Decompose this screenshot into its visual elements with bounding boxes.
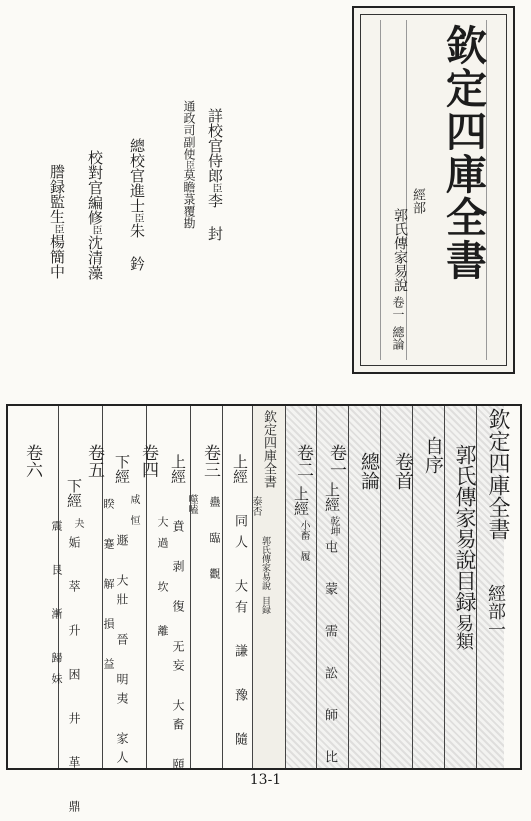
staff-credits bbox=[45, 100, 285, 320]
page-number: 13-1 bbox=[249, 772, 282, 788]
column-rule bbox=[316, 406, 317, 768]
toc-chapter: 卷首 bbox=[392, 452, 414, 490]
toc-hexagrams: 同人 大有 謙 豫 隨 bbox=[232, 514, 247, 753]
toc-chapter: 卷三 bbox=[200, 444, 220, 478]
credit-name: 楊簡中 bbox=[48, 234, 66, 279]
toc-chapter: 自序 bbox=[422, 436, 444, 474]
toc-note: 睽 蹇 解 損 益 bbox=[102, 498, 115, 677]
toc-chapter: 卷一 bbox=[326, 444, 346, 478]
toc-label: 上經 bbox=[292, 486, 310, 516]
gutter-caption: 郭氏傳家易說 bbox=[260, 536, 270, 590]
credit-name: 李 封 bbox=[206, 193, 224, 241]
credit-line bbox=[181, 100, 198, 229]
credit-rank: 臣 bbox=[90, 225, 101, 235]
toc-section: 經部一 bbox=[485, 584, 506, 638]
credit-rank: 臣 bbox=[184, 160, 194, 169]
credit-title: 通政司副使 bbox=[182, 100, 196, 160]
toc-hexagrams: 屯 蒙 需 訟 師 比 bbox=[322, 540, 337, 770]
column-rule bbox=[190, 406, 191, 768]
toc-chapter: 卷六 bbox=[22, 444, 42, 478]
panel-rule bbox=[380, 20, 381, 360]
credit-title: 詳校官侍郎 bbox=[206, 108, 224, 183]
toc-series-header: 欽定四庫全書 bbox=[485, 408, 510, 540]
toc-note: 咸 恒 bbox=[128, 494, 139, 525]
credit-title: 校對官編修 bbox=[86, 150, 104, 225]
credit-line bbox=[205, 108, 226, 241]
credit-rank: 臣 bbox=[52, 224, 63, 234]
credit-line bbox=[47, 164, 68, 279]
toc-note: 蠱 臨 觀 bbox=[208, 496, 221, 585]
section-label: 經部 bbox=[410, 188, 425, 214]
toc-label: 下經 bbox=[65, 478, 83, 508]
credit-name: 莫瞻菉覆勘 bbox=[182, 169, 196, 229]
toc-category: 易類 bbox=[453, 614, 474, 650]
credit-line bbox=[85, 150, 106, 280]
toc-note: 泰否 bbox=[250, 496, 261, 516]
toc-label: 上經 bbox=[323, 482, 341, 512]
toc-book-title: 郭氏傳家易說目録 bbox=[453, 444, 477, 612]
center-gutter bbox=[252, 406, 286, 768]
credit-name: 沈清藻 bbox=[86, 235, 104, 280]
toc-note: 小畜 履 bbox=[298, 520, 309, 561]
credit-rank: 臣 bbox=[210, 183, 221, 193]
toc-note: 乾坤 bbox=[328, 516, 339, 536]
subsection-label: 總論 bbox=[391, 326, 405, 350]
toc-note: 噬嗑 bbox=[186, 494, 197, 514]
toc-note: 大過 坎 離 bbox=[156, 516, 169, 646]
credit-rank: 臣 bbox=[132, 213, 143, 223]
toc-note: 夬 bbox=[72, 518, 83, 528]
credit-title: 總校官進士 bbox=[128, 138, 146, 213]
toc-label: 上經 bbox=[231, 454, 249, 484]
credit-title: 謄録監生 bbox=[48, 164, 66, 224]
credit-line bbox=[127, 138, 148, 271]
title-panel bbox=[352, 6, 515, 374]
toc-chapter: 總論 bbox=[358, 452, 380, 490]
toc-hexagrams: 遯 大壯 晉 明夷 家人 bbox=[115, 534, 129, 770]
toc-chapter: 卷五 bbox=[84, 444, 104, 478]
toc-note: 震 艮 漸 歸妹 bbox=[50, 520, 63, 694]
toc-chapter: 卷二 bbox=[293, 444, 313, 478]
toc-label: 下經 bbox=[113, 454, 131, 484]
series-title: 欽定四庫全書 bbox=[439, 24, 487, 282]
gutter-series: 欽定四庫全書 bbox=[261, 410, 276, 488]
toc-hexagrams: 賁 剥 復 无妄 大畜 頤 bbox=[171, 520, 185, 777]
book-title: 郭氏傳家易說 bbox=[392, 208, 408, 292]
toc-chapter: 卷四 bbox=[138, 444, 158, 478]
toc-label: 上經 bbox=[169, 454, 187, 484]
gutter-sub: 目録 bbox=[260, 596, 270, 614]
volume-label: 卷一 bbox=[391, 296, 405, 320]
toc-hexagrams: 姤 萃 升 困 井 革 鼎 bbox=[67, 536, 81, 821]
credit-name: 朱 鈐 bbox=[128, 223, 146, 271]
